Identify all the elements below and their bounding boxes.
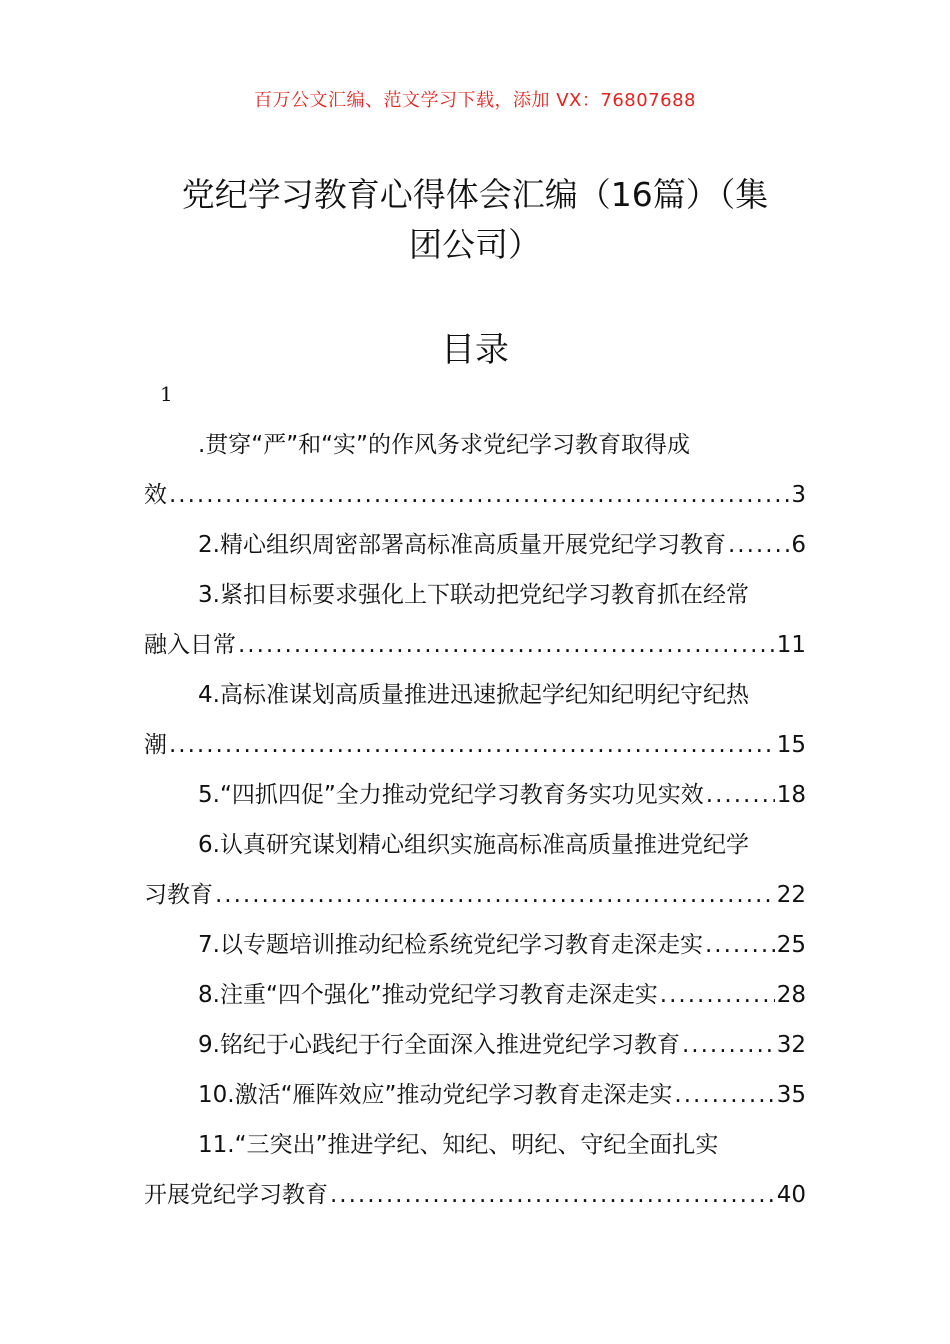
toc-entry[interactable] [144,520,806,570]
dot-leader [660,970,775,1020]
dot-leader [674,1070,774,1120]
toc-entry-page: 15 [776,732,806,758]
entry-number-one: 1 [160,382,173,406]
toc-entry[interactable] [144,820,806,920]
toc-entry-page: 22 [776,882,806,908]
document-title-line-2: 团公司） [409,225,541,264]
toc-entry-title: 10.激活“雁阵效应”推动党纪学习教育走深走实 [198,1082,673,1108]
toc-entry-title: 2.精心组织周密部署高标准高质量开展党纪学习教育 [198,532,726,558]
watermark-banner: 百万公文汇编、范文学习下载，添加 VX：76807688 [254,90,696,111]
dot-leader [238,620,775,670]
toc-entry-title: 11.“三突出”推进学纪、知纪、明纪、守纪全面扎实 [198,1132,719,1158]
table-of-contents [144,420,806,1220]
toc-entry-title: 3.紧扣目标要求强化上下联动把党纪学习教育抓在经常 [198,582,749,608]
toc-entry-page: 28 [776,982,806,1008]
toc-entry-title-cont: 开展党纪学习教育 [144,1182,328,1208]
dot-leader [682,1020,775,1070]
toc-entry[interactable] [144,1020,806,1070]
toc-entry[interactable] [144,570,806,670]
toc-heading: 目录 [441,330,509,370]
toc-entry-title-cont: 潮 [144,732,167,758]
dot-leader [215,870,775,920]
toc-entry-page: 40 [776,1182,806,1208]
dot-leader [330,1170,775,1220]
dot-leader [169,720,775,770]
dot-leader [705,920,775,970]
toc-entry[interactable] [144,770,806,820]
dot-leader [706,770,775,820]
toc-entry-title: 6.认真研究谋划精心组织实施高标准高质量推进党纪学 [198,832,749,858]
toc-entry-title: 5.“四抓四促”全力推动党纪学习教育务实功见实效 [198,782,704,808]
toc-entry[interactable] [144,670,806,770]
document-title-line-1: 党纪学习教育心得体会汇编（16篇）（集 [181,175,769,214]
toc-entry[interactable] [144,1070,806,1120]
toc-entry-page: 6 [791,532,806,558]
toc-entry-page: 25 [776,932,806,958]
dot-leader [169,470,789,520]
toc-entry-page: 32 [776,1032,806,1058]
toc-entry-title-cont: 效 [144,482,167,508]
toc-entry-page: 18 [776,782,806,808]
toc-entry-page: 11 [776,632,806,658]
toc-entry[interactable] [144,1120,806,1220]
document-title [130,170,820,270]
toc-entry[interactable] [144,970,806,1020]
toc-entry[interactable] [144,920,806,970]
toc-entry[interactable] [144,420,806,520]
toc-entry-title: 4.高标准谋划高质量推进迅速掀起学纪知纪明纪守纪热 [198,682,749,708]
toc-entry-page: 35 [776,1082,806,1108]
toc-entry-title: 8.注重“四个强化”推动党纪学习教育走深走实 [198,982,658,1008]
toc-entry-title: .贯穿“严”和“实”的作风务求党纪学习教育取得成 [198,432,690,458]
toc-entry-title-cont: 融入日常 [144,632,236,658]
toc-entry-title: 9.铭纪于心践纪于行全面深入推进党纪学习教育 [198,1032,680,1058]
toc-entry-page: 3 [791,482,806,508]
dot-leader [728,520,789,570]
toc-entry-title: 7.以专题培训推动纪检系统党纪学习教育走深走实 [198,932,703,958]
toc-entry-title-cont: 习教育 [144,882,213,908]
